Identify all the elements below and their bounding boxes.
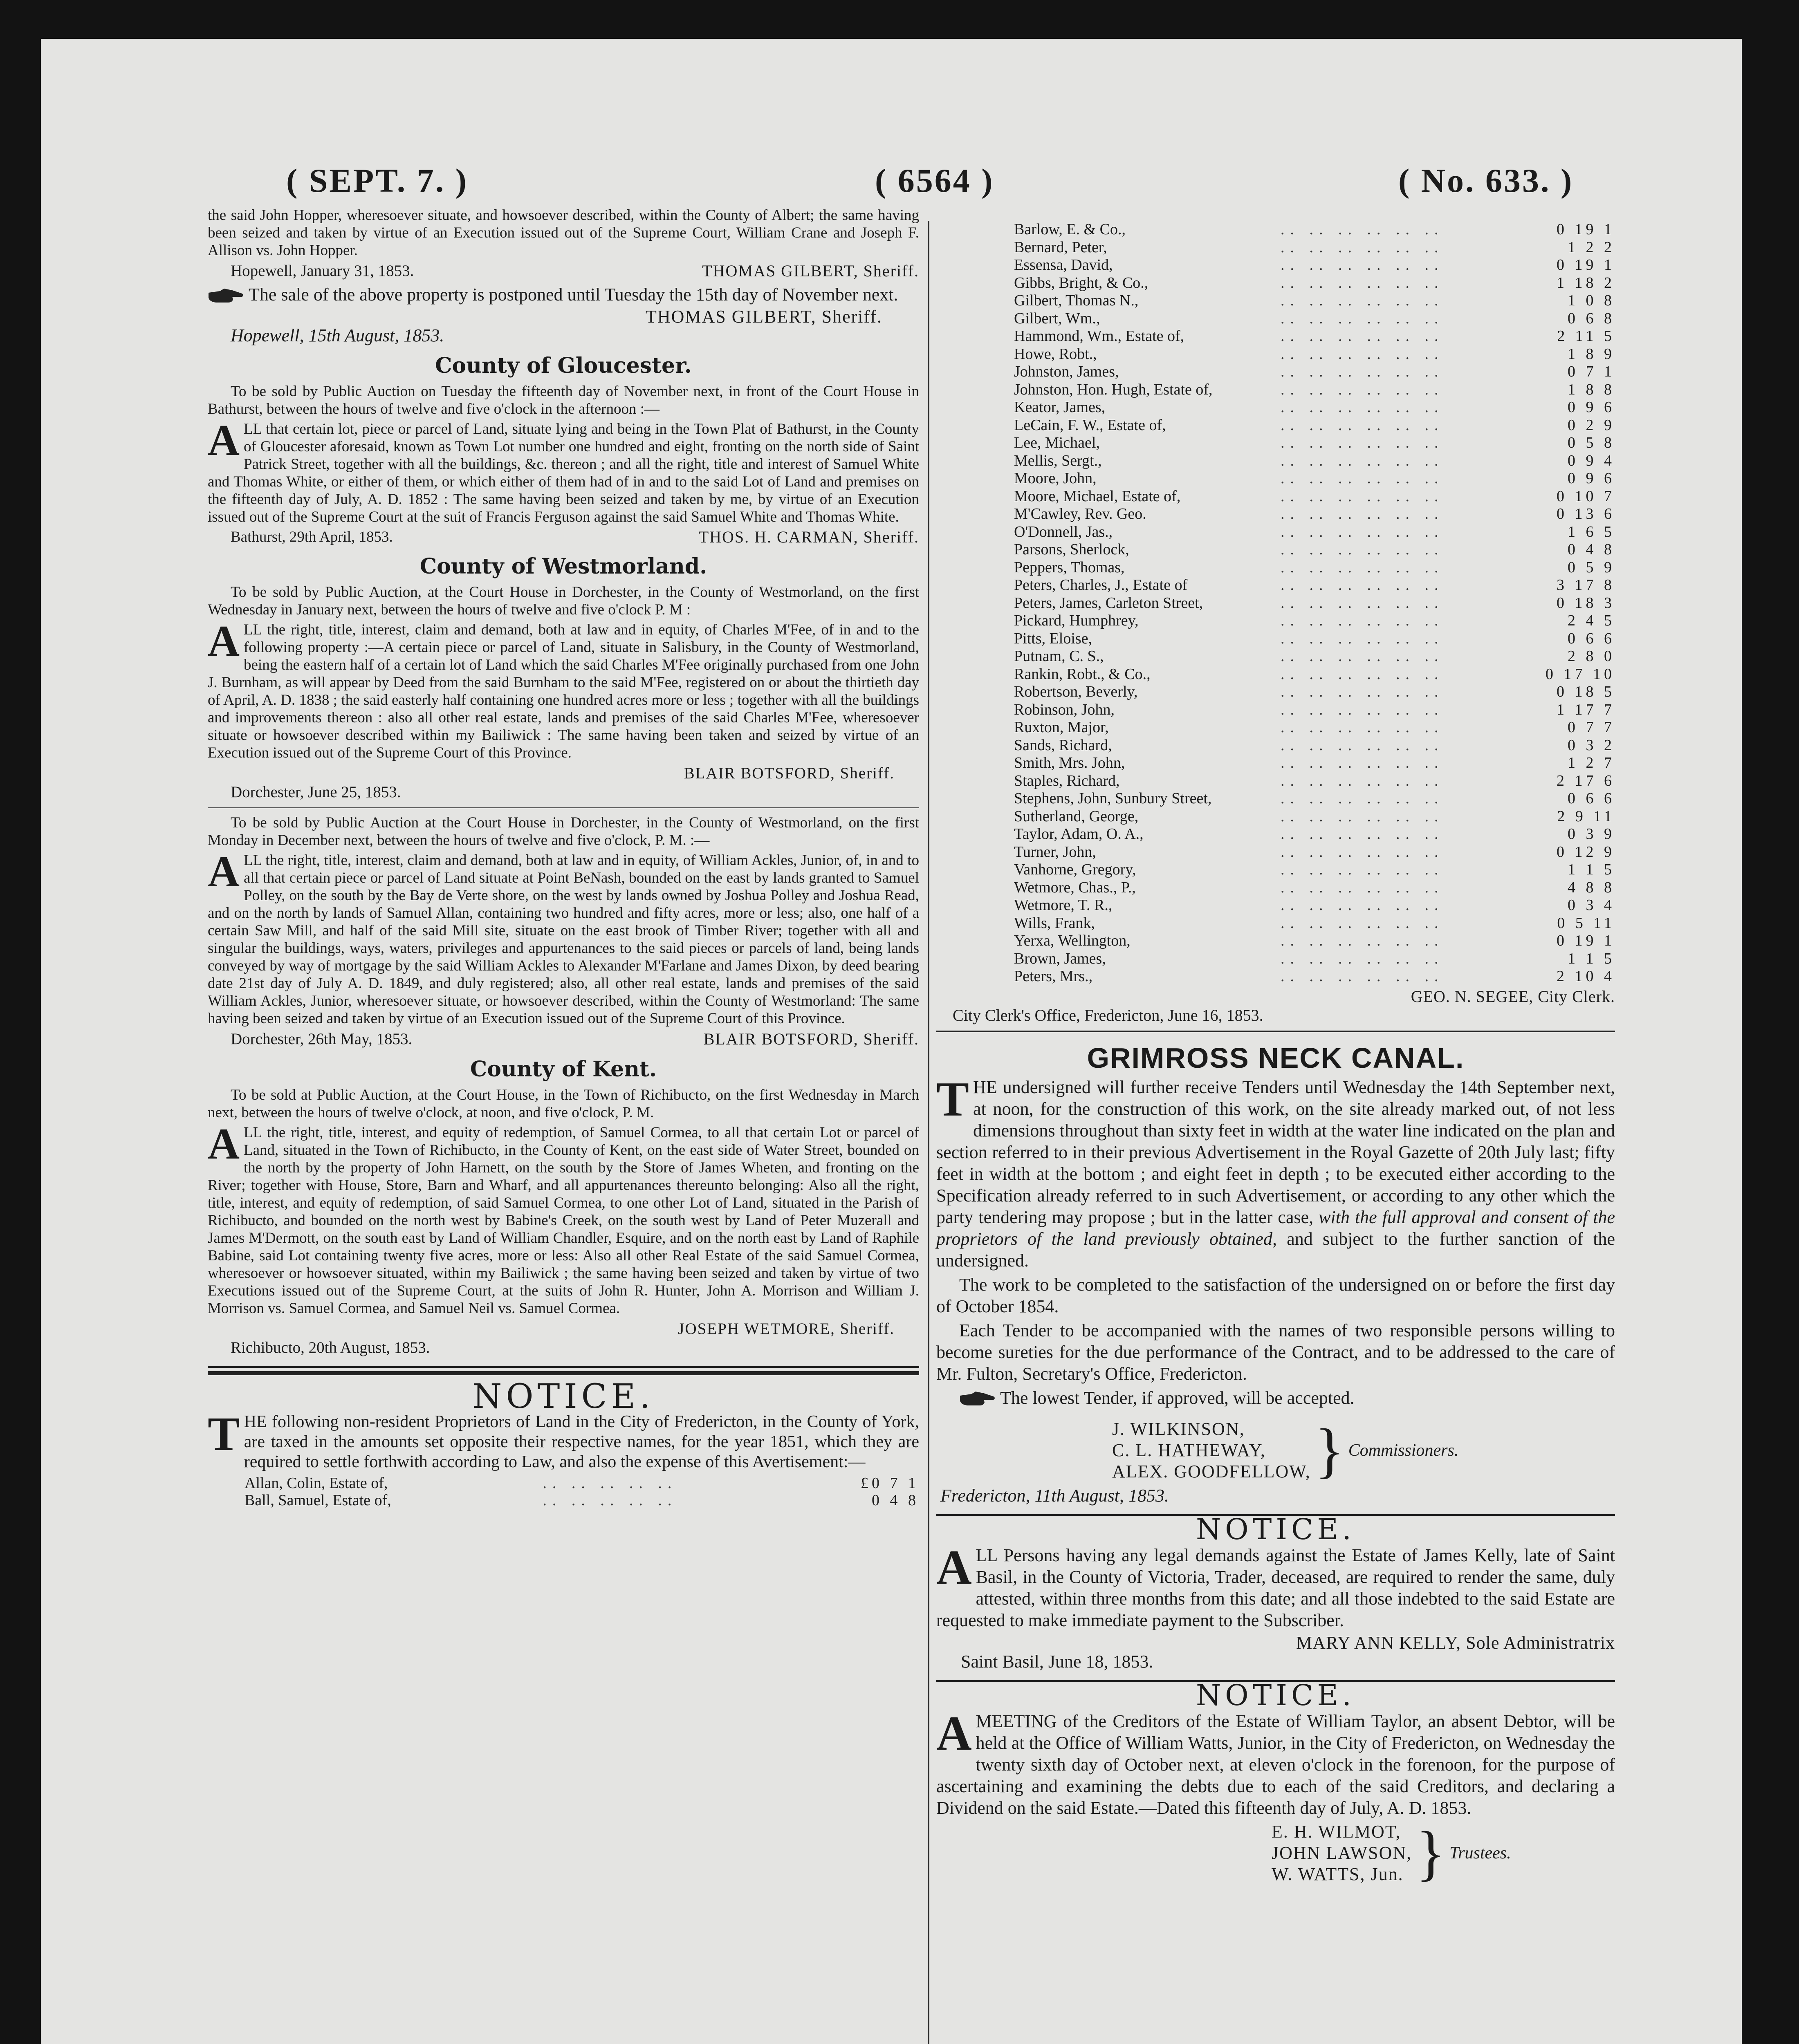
tax-row — [936, 576, 1615, 594]
tax-amount: 0 2 9 — [1568, 416, 1615, 434]
westmorland-notice1-intro: To be sold by Public Auction, at the Court House in Dorchester, in the County of Westmorland, on the first Wednesday in January next, between the hours of twelve and five o'clock P. M : — [208, 584, 919, 618]
tax-amount: 2 8 0 — [1568, 648, 1615, 665]
tax-row — [936, 505, 1615, 523]
kent-intro: To be sold at Public Auction, at the Court House, in the Town of Richibucto, on the first Wednesday in March next, between the hours of twelve o'clock, at noon, and five o'clock, P. M. — [208, 1087, 919, 1121]
tax-name: Gibbs, Bright, & Co., — [1014, 274, 1148, 291]
kent-date: Richibucto, 20th August, 1853. — [231, 1339, 430, 1356]
westmorland-notice1-text: LL the right, title, interest, claim and demand, both at law and in equity, of Charles M'Fee, of in and to the following property :—A certain piece or parcel of Land, situate in Salisbury, in the County of Westmorland, being the eastern half of a certain lot of Land which the said Charles M'Fee originally purchased from one John J. Burnham, as will appear by Deed from the said Burnham to the said M'Fee, registered on or about the thirtieth day of April, A. D. 1838 ; the said easterly half containing one hundred acres more or less ; together with all the buildings and improvements thereon : also all other real estate, lands and premises of the said Charles M'Fee, wheresoever situate or howsoever described within my Bailiwick : The same having been taken and seized by virtue of an Execution issued out of the Supreme Court of this Province. — [208, 621, 919, 761]
postponement-sheriff: THOMAS GILBERT, Sheriff. — [645, 307, 882, 327]
tax-amount: 0 3 4 — [1568, 896, 1615, 914]
tax-amount: 2 4 5 — [1568, 612, 1615, 629]
leader-dots: .. .. .. .. .. .. — [1281, 701, 1444, 718]
tax-row — [936, 345, 1615, 363]
tax-name: Pickard, Humphrey, — [1014, 612, 1139, 629]
canal-text: HE undersigned will further receive Tenders until Wednesday the 14th September next, at noon, for the construction of this work, on the site already marked out, of not less dimensions throughout than sixty feet in width at the water line indicated on the plan and section referred to in their previous Advertisement in the Royal Gazette of 20th July last; fifty feet in width at the bottom ; and eight feet in depth ; to be executed either according to the Specification already referred to in such Advertisement, or according to any other which the party tendering may propose ; but in the latter case, — [936, 1077, 1615, 1227]
tax-amount: 0 3 9 — [1568, 825, 1615, 843]
tax-row — [208, 1492, 919, 1509]
tax-amount: 0 9 6 — [1568, 399, 1615, 416]
leader-dots: .. .. .. .. .. .. — [1281, 861, 1444, 878]
canal-italic-text: with the full approval and consent of the proprietors of the land previously obtained, — [936, 1207, 1615, 1249]
westmorland-notice2-body — [208, 847, 919, 1027]
hopper-notice-text: the said John Hopper, wheresoever situate, and howsoever described, within the County of Albert; the same having been seized and taken by virtue of an Execution issued out of the Supreme Court, William Crane and Joseph F. Allison vs. John Hopper. — [208, 207, 919, 259]
header-issue-number: ( No. 633. ) — [1398, 162, 1574, 199]
canal-paragraph-1 — [936, 1071, 1615, 1271]
gloucester-date: Bathurst, 29th April, 1853. — [231, 529, 393, 545]
tax-name: Turner, John, — [1014, 843, 1096, 861]
tax-amount: 1 8 9 — [1568, 345, 1615, 363]
tax-name: Smith, Mrs. John, — [1014, 754, 1125, 771]
leader-dots: .. .. .. .. .. .. — [1281, 256, 1444, 273]
tax-row — [936, 914, 1615, 932]
tax-row — [936, 470, 1615, 488]
tax-row — [936, 825, 1615, 843]
tax-row — [936, 363, 1615, 381]
tax-name: Mellis, Sergt., — [1014, 452, 1102, 469]
leader-dots: .. .. .. .. .. .. — [1281, 807, 1444, 825]
tax-name: Lee, Michael, — [1014, 434, 1100, 451]
tax-name: Robinson, John, — [1014, 701, 1115, 718]
tax-name: Sutherland, George, — [1014, 807, 1139, 825]
trustee-name: E. H. WILMOT, — [1272, 1821, 1401, 1842]
hopper-sheriff: THOMAS GILBERT, Sheriff. — [702, 262, 919, 280]
tax-amount: 2 9 11 — [1557, 807, 1615, 825]
drop-cap: A — [936, 1540, 972, 1594]
drop-cap: T — [936, 1071, 969, 1126]
tax-name: Johnston, Hon. Hugh, Estate of, — [1014, 381, 1213, 398]
commissioner-name: ALEX. GOODFELLOW, — [1112, 1461, 1311, 1481]
drop-cap: A — [208, 1120, 240, 1168]
leader-dots: .. .. .. .. .. .. — [1281, 381, 1444, 398]
tax-amount: 1 2 2 — [1568, 238, 1615, 256]
tax-name: O'Donnell, Jas., — [1014, 523, 1113, 540]
hopper-date: Hopewell, January 31, 1853. — [231, 262, 414, 280]
taylor-notice-body — [936, 1706, 1615, 1819]
tax-name: Allan, Colin, Estate of, — [245, 1475, 388, 1492]
tax-row — [936, 896, 1615, 914]
tax-name: Howe, Robt., — [1014, 345, 1097, 363]
kent-sheriff: JOSEPH WETMORE, Sheriff. — [678, 1320, 895, 1338]
leader-dots: .. .. .. .. .. .. — [1281, 309, 1444, 327]
right-column — [936, 221, 1615, 1885]
tax-amount: 2 10 4 — [1557, 968, 1615, 985]
tax-name: Peters, Charles, J., Estate of — [1014, 576, 1188, 594]
leader-dots: .. .. .. .. .. .. — [1281, 541, 1444, 558]
kelly-notice-date: Saint Basil, June 18, 1853. — [961, 1651, 1153, 1672]
tax-name: Wetmore, Chas., P., — [1014, 879, 1136, 896]
gloucester-intro: To be sold by Public Auction on Tuesday the fifteenth day of November next, in front of the Court House in Bathurst, between the hours of twelve and five o'clock in the afternoon :— — [208, 383, 919, 417]
commissioner-names — [1112, 1419, 1311, 1482]
leader-dots: .. .. .. .. .. .. — [1281, 914, 1444, 932]
leader-dots: .. .. .. .. .. .. — [1281, 932, 1444, 949]
leader-dots: .. .. .. .. .. .. — [1281, 416, 1444, 434]
trustee-names — [1272, 1821, 1412, 1885]
tax-amount: £0 7 1 — [861, 1475, 919, 1492]
tax-name: Vanhorne, Gregory, — [1014, 861, 1136, 878]
tax-row — [936, 932, 1615, 950]
leader-dots: .. .. .. .. .. .. — [1281, 825, 1444, 843]
tax-amount: 0 19 1 — [1557, 256, 1615, 273]
tax-name: Robertson, Beverly, — [1014, 683, 1138, 700]
tax-row — [936, 612, 1615, 630]
tax-amount: 0 5 8 — [1568, 434, 1615, 451]
column-divider — [928, 221, 929, 2044]
tax-row — [936, 488, 1615, 506]
drop-cap: A — [208, 847, 240, 896]
tax-notice-title: NOTICE. — [472, 1377, 655, 1416]
tax-name: Gilbert, Thomas N., — [1014, 292, 1139, 309]
city-clerk-office: City Clerk's Office, Fredericton, June 16, 1853. — [953, 1006, 1263, 1024]
tax-row — [936, 523, 1615, 541]
tax-amount: 0 5 9 — [1568, 558, 1615, 576]
drop-cap: A — [208, 617, 240, 666]
tax-amount: 0 12 9 — [1557, 843, 1615, 861]
tax-name: Barlow, E. & Co., — [1014, 221, 1126, 238]
leader-dots: .. .. .. .. .. .. — [1281, 470, 1444, 487]
leader-dots: .. .. .. .. .. .. — [1281, 612, 1444, 629]
kelly-notice-body — [936, 1540, 1615, 1631]
tax-amount: 0 13 6 — [1557, 505, 1615, 522]
tax-row — [936, 666, 1615, 684]
tax-row — [936, 808, 1615, 826]
tax-name: Rankin, Robt., & Co., — [1014, 665, 1151, 683]
kelly-notice-text: LL Persons having any legal demands against the Estate of James Kelly, late of Saint Basil, in the County of Victoria, Trader, deceased, are required to render the same, duly attested, within three months from this date; and all those indebted to the said Estate are requested to make immediate payment to the Subscriber. — [936, 1545, 1615, 1630]
leader-dots: .. .. .. .. .. .. — [1281, 576, 1444, 594]
leader-dots: .. .. .. .. .. .. — [1281, 896, 1444, 914]
leader-dots: .. .. .. .. .. .. — [1281, 327, 1444, 345]
tax-amount: 1 8 8 — [1568, 381, 1615, 398]
tax-row — [936, 399, 1615, 417]
gloucester-sheriff: THOS. H. CARMAN, Sheriff. — [698, 528, 919, 546]
gloucester-body — [208, 416, 919, 526]
tax-notice-text: HE following non-resident Proprietors of Land in the City of Fredericton, in the County of York, are taxed in the amounts set opposite their respective names, for the year 1851, which they are required to settle forthwith according to Law, and also the expense of this Avertisement:— — [244, 1412, 919, 1471]
kent-heading: County of Kent. — [470, 1057, 657, 1082]
gloucester-body-text: LL that certain lot, piece or parcel of Land, situate lying and being in the Town Plat of Bathurst, in the County of Gloucester aforesaid, known as Town Lot number one hundred and eight, fronting on the north side of Saint Patrick Street, together with all the buildings, &c. thereon ; and all the right, title and interest of Samuel White and Thomas White, or either of them, or which either of them had of in and to the said Lot of Land and premises on the fifteenth day of July, A. D. 1852 : The same having been seized and taken by me, by virtue of an Execution issued out of the Supreme Court at the suit of Francis Ferguson against the said Samuel White and Thomas White. — [208, 421, 919, 525]
trustees-label: Trustees. — [1449, 1843, 1511, 1862]
commissioner-name: C. L. HATHEWAY, — [1112, 1440, 1266, 1460]
tax-amount: 0 18 5 — [1557, 683, 1615, 700]
tax-row — [936, 648, 1615, 666]
tax-row — [936, 719, 1615, 737]
tax-name: Stephens, John, Sunbury Street, — [1014, 790, 1212, 807]
divider — [208, 807, 919, 808]
leader-dots: .. .. .. .. .. .. — [1281, 683, 1444, 700]
tax-name: Ball, Samuel, Estate of, — [245, 1492, 391, 1509]
tax-row — [936, 737, 1615, 755]
tax-amount: 0 18 3 — [1557, 594, 1615, 612]
heavy-divider — [208, 1371, 919, 1375]
tax-name: Essensa, David, — [1014, 256, 1113, 273]
taylor-notice-title: NOTICE. — [1196, 1678, 1355, 1712]
tax-name: Peters, Mrs., — [1014, 968, 1093, 985]
tax-name: Gilbert, Wm., — [1014, 309, 1100, 327]
leader-dots: .. .. .. .. .. .. — [1281, 879, 1444, 896]
tax-list-right — [936, 221, 1615, 986]
pointing-hand-icon — [208, 288, 245, 305]
tax-name: Putnam, C. S., — [1014, 648, 1104, 665]
tax-amount: 0 4 8 — [1568, 541, 1615, 558]
westmorland-heading: County of Westmorland. — [419, 554, 707, 579]
tax-name: Johnston, James, — [1014, 363, 1119, 380]
leader-dots: .. .. .. .. .. .. — [1281, 434, 1444, 451]
leader-dots: .. .. .. .. .. .. — [1281, 719, 1444, 736]
gloucester-signature — [208, 528, 919, 546]
tax-amount: 0 5 11 — [1557, 914, 1615, 932]
tax-row — [936, 327, 1615, 345]
canal-lowest-tender: The lowest Tender, if approved, will be accepted. — [1000, 1387, 1355, 1408]
postponement-date: Hopewell, 15th August, 1853. — [231, 325, 444, 345]
tax-row — [936, 879, 1615, 897]
tax-name: Taylor, Adam, O. A., — [1014, 825, 1144, 843]
divider — [208, 1366, 919, 1368]
gloucester-heading: County of Gloucester. — [435, 353, 692, 378]
leader-dots: .. .. .. .. .. .. — [1281, 630, 1444, 647]
tax-amount: 0 19 1 — [1557, 932, 1615, 949]
tax-row — [936, 683, 1615, 701]
tax-amount: 0 6 8 — [1568, 309, 1615, 327]
westmorland-notice2-date: Dorchester, 26th May, 1853. — [231, 1030, 413, 1048]
leader-dots: .. .. .. .. .. .. — [1281, 843, 1444, 861]
westmorland-notice1-date: Dorchester, June 25, 1853. — [231, 783, 401, 801]
canal-title: GRIMROSS NECK CANAL. — [1087, 1042, 1465, 1074]
tax-row — [936, 292, 1615, 310]
tax-name: Moore, John, — [1014, 470, 1097, 487]
tax-amount: 3 17 8 — [1557, 576, 1615, 594]
tax-row — [936, 861, 1615, 879]
tax-row — [936, 239, 1615, 257]
leader-dots: .. .. .. .. .. .. — [1281, 736, 1444, 754]
leader-dots: .. .. .. .. .. .. — [1281, 754, 1444, 771]
tax-amount: 0 17 10 — [1546, 665, 1615, 683]
tax-name: Pitts, Eloise, — [1014, 630, 1092, 647]
leader-dots: .. .. .. .. .. .. — [1281, 968, 1444, 985]
commissioners-label: Commissioners. — [1348, 1441, 1459, 1460]
tax-row — [936, 274, 1615, 292]
taylor-notice-text: MEETING of the Creditors of the Estate of William Taylor, an absent Debtor, will be held at the Office of William Watts, Junior, in the City of Fredericton, on Wednesday the twenty sixth day of October next, at eleven o'clock in the forenoon, for the purpose of ascertaining and examining the debts due to each of the said Creditors, and declaring a Dividend on the said Estate.—Dated this fifteenth day of July, A. D. 1853. — [936, 1711, 1615, 1818]
tax-amount: 0 19 1 — [1557, 221, 1615, 238]
leader-dots: .. .. .. .. .. .. — [1281, 292, 1444, 309]
tax-name: LeCain, F. W., Estate of, — [1014, 416, 1166, 434]
tax-amount: 1 2 7 — [1568, 754, 1615, 771]
canal-date: Fredericton, 11th August, 1853. — [940, 1485, 1169, 1506]
header-page-number: ( 6564 ) — [875, 162, 994, 199]
tax-name: Ruxton, Major, — [1014, 719, 1109, 736]
commissioner-name: J. WILKINSON, — [1112, 1419, 1245, 1439]
drop-cap: A — [936, 1706, 972, 1760]
tax-amount: 1 17 7 — [1557, 701, 1615, 718]
leader-dots: .. .. .. .. .. .. — [1281, 790, 1444, 807]
canal-paragraph-2: The work to be completed to the satisfaction of the undersigned on or before the first day of October 1854. — [936, 1274, 1615, 1316]
leader-dots: .. .. .. .. .. — [543, 1492, 677, 1509]
tax-name: Wetmore, T. R., — [1014, 896, 1113, 914]
drop-cap: T — [208, 1407, 240, 1461]
tax-name: Peppers, Thomas, — [1014, 558, 1125, 576]
leader-dots: .. .. .. .. .. .. — [1281, 221, 1444, 238]
postponement-text: The sale of the above property is postponed until Tuesday the 15th day of November next. — [249, 285, 898, 305]
tax-row — [936, 754, 1615, 772]
tax-list-left — [208, 1475, 919, 1509]
kelly-notice-title: NOTICE. — [1196, 1512, 1355, 1546]
pointing-hand-icon — [959, 1391, 996, 1408]
hopper-signature — [208, 262, 919, 280]
tax-name: Hammond, Wm., Estate of, — [1014, 327, 1184, 345]
trustee-name: JOHN LAWSON, — [1272, 1842, 1412, 1863]
tax-row — [936, 434, 1615, 452]
tax-row — [936, 541, 1615, 559]
leader-dots: .. .. .. .. .. .. — [1281, 505, 1444, 522]
tax-row — [936, 790, 1615, 808]
tax-amount: 0 4 8 — [872, 1492, 919, 1509]
canal-paragraph-4 — [936, 1387, 1615, 1409]
canal-text-end: and subject to the further sanction of the undersigned. — [936, 1228, 1615, 1271]
tax-name: Brown, James, — [1014, 950, 1106, 967]
tax-amount: 0 9 6 — [1568, 470, 1615, 487]
leader-dots: .. .. .. .. .. .. — [1281, 950, 1444, 967]
leader-dots: .. .. .. .. .. .. — [1281, 558, 1444, 576]
tax-row — [936, 594, 1615, 612]
tax-row — [936, 310, 1615, 328]
tax-notice-body — [208, 1407, 919, 1472]
tax-name: Moore, Michael, Estate of, — [1014, 487, 1181, 505]
tax-amount: 1 1 5 — [1568, 861, 1615, 878]
leader-dots: .. .. .. .. .. .. — [1281, 452, 1444, 469]
leader-dots: .. .. .. .. .. .. — [1281, 238, 1444, 256]
leader-dots: .. .. .. .. .. — [543, 1475, 677, 1492]
westmorland-notice2-sheriff: BLAIR BOTSFORD, Sheriff. — [703, 1030, 919, 1048]
westmorland-notice1-sheriff: BLAIR BOTSFORD, Sheriff. — [684, 764, 895, 782]
tax-amount: 1 0 8 — [1568, 292, 1615, 309]
tax-row — [936, 630, 1615, 648]
postponement-notice — [208, 285, 919, 305]
tax-row — [936, 417, 1615, 435]
header-date: ( SEPT. 7. ) — [286, 162, 469, 199]
trustee-name: W. WATTS, Jun. — [1272, 1864, 1404, 1884]
tax-row — [936, 221, 1615, 239]
tax-amount: 0 7 1 — [1568, 363, 1615, 380]
canal-paragraph-3: Each Tender to be accompanied with the names of two responsible persons willing to become sureties for the due performance of the Contract, and to be addressed to the care of Mr. Fulton, Secretary's Office, Fredericton. — [936, 1320, 1615, 1384]
leader-dots: .. .. .. .. .. .. — [1281, 594, 1444, 612]
commissioners-block — [1112, 1416, 1615, 1484]
tax-row — [936, 843, 1615, 861]
kelly-notice-signature: MARY ANN KELLY, Sole Administratrix — [1296, 1632, 1615, 1653]
tax-row — [936, 452, 1615, 470]
tax-row — [936, 968, 1615, 986]
leader-dots: .. .. .. .. .. .. — [1281, 772, 1444, 789]
tax-amount: 4 8 8 — [1568, 879, 1615, 896]
westmorland-notice1-body — [208, 617, 919, 762]
tax-row — [936, 381, 1615, 399]
tax-amount: 0 6 6 — [1568, 790, 1615, 807]
westmorland-notice2-signature — [208, 1030, 919, 1049]
drop-cap: A — [208, 416, 240, 465]
tax-amount: 0 6 6 — [1568, 630, 1615, 647]
tax-name: Yerxa, Wellington, — [1014, 932, 1131, 949]
tax-row — [936, 701, 1615, 719]
leader-dots: .. .. .. .. .. .. — [1281, 363, 1444, 380]
kent-body — [208, 1120, 919, 1317]
leader-dots: .. .. .. .. .. .. — [1281, 523, 1444, 540]
tax-name: M'Cawley, Rev. Geo. — [1014, 505, 1146, 522]
tax-name: Parsons, Sherlock, — [1014, 541, 1129, 558]
tax-amount: 0 7 7 — [1568, 719, 1615, 736]
tax-name: Bernard, Peter, — [1014, 238, 1107, 256]
kent-body-text: LL the right, title, interest, and equity of redemption, of Samuel Cormea, to all that certain Lot or parcel of Land, situated in the Town of Richibucto, in the County of Kent, on the east side of Water Street, bounded on the north by the property of John Harnett, on the south by the Store of James Wheten, and fronting on the River; together with House, Store, Barn and Wharf, and all appurtenances thereunto belonging: Also all the right, title, interest, and equity of redemption, of said Samuel Cormea, to one other Lot of Land, situated in the Parish of Richibucto, and bounded on the north west by Babine's Creek, on the south west by Land of Peter Muzerall and James M'Dermott, on the south east by Land of William Chandler, Esquire, and on the north east by Land of Raphile Babine, said Lot containing twenty five acres, more or less: Also all other Real Estate of the said Samuel Cormea, wheresoever or howsoever situated, within my Bailiwick ; the same having been seized and taken by virtue of two Executions issued out of the Supreme Court, at the suits of John R. Hunter, John A. Morrison and William J. Morrison vs. Samuel Cormea, and Samuel Neil vs. Samuel Cormea. — [208, 1124, 919, 1317]
tax-name: Peters, James, Carleton Street, — [1014, 594, 1203, 612]
leader-dots: .. .. .. .. .. .. — [1281, 665, 1444, 683]
leader-dots: .. .. .. .. .. .. — [1281, 345, 1444, 363]
tax-row — [208, 1475, 919, 1492]
tax-amount: 1 6 5 — [1568, 523, 1615, 540]
divider — [936, 1031, 1615, 1032]
tax-row — [936, 559, 1615, 577]
tax-amount: 2 17 6 — [1557, 772, 1615, 789]
tax-amount: 0 9 4 — [1568, 452, 1615, 469]
brace: } — [1416, 1819, 1446, 1887]
tax-name: Wills, Frank, — [1014, 914, 1095, 932]
leader-dots: .. .. .. .. .. .. — [1281, 399, 1444, 416]
city-clerk-signature: GEO. N. SEGEE, City Clerk. — [1411, 987, 1615, 1006]
leader-dots: .. .. .. .. .. .. — [1281, 274, 1444, 291]
tax-amount: 2 11 5 — [1557, 327, 1615, 345]
tax-amount: 1 1 5 — [1568, 950, 1615, 967]
tax-row — [936, 950, 1615, 968]
leader-dots: .. .. .. .. .. .. — [1281, 487, 1444, 505]
westmorland-notice2-text: LL the right, title, interest, claim and demand, both at law and in equity, of William Ackles, Junior, of, in and to all that certain piece or parcel of Land situate at Point BeNash, bounded on the east by lands granted to Samuel Polley, on the south by the Bay de Verte shore, on the west by lands owned by Joshua Polley and Joshua Read, and on the north by lands of Samuel Allan, containing two hundred and fifty acres, more or less; also, one half of a certain Saw Mill, and half of the said Mill site, situate on the east brook of Timber River; together with all and singular the buildings, ways, waters, privileges and appurtenances to the said pieces or parcels of land, being lands conveyed by way of mortgage by the said William Ackles to Alexander M'Farlane and James Dixon, by deed bearing date 21st day of July A. D. 1849, and duly registered; also, all other real estate, lands and premises of the said William Ackles, Junior, wheresoever situate, or howsoever described, within the County of Westmorland: The same having been seized and taken by virtue of an Execution issued out of the Supreme Court of this Province. — [208, 852, 919, 1027]
tax-row — [936, 772, 1615, 790]
tax-name: Staples, Richard, — [1014, 772, 1120, 789]
tax-amount: 1 18 2 — [1557, 274, 1615, 291]
tax-amount: 0 10 7 — [1557, 487, 1615, 505]
trustees-block — [1272, 1821, 1615, 1885]
tax-amount: 0 3 2 — [1568, 736, 1615, 754]
tax-row — [936, 256, 1615, 274]
tax-name: Sands, Richard, — [1014, 736, 1112, 754]
brace: } — [1314, 1416, 1344, 1484]
tax-name: Keator, James, — [1014, 399, 1106, 416]
westmorland-notice2-intro: To be sold by Public Auction at the Court House in Dorchester, in the County of Westmorland, on the first Monday in December next, between the hours of twelve and five o'clock, P. M. :— — [208, 814, 919, 849]
left-column — [208, 206, 919, 1509]
leader-dots: .. .. .. .. .. .. — [1281, 648, 1444, 665]
